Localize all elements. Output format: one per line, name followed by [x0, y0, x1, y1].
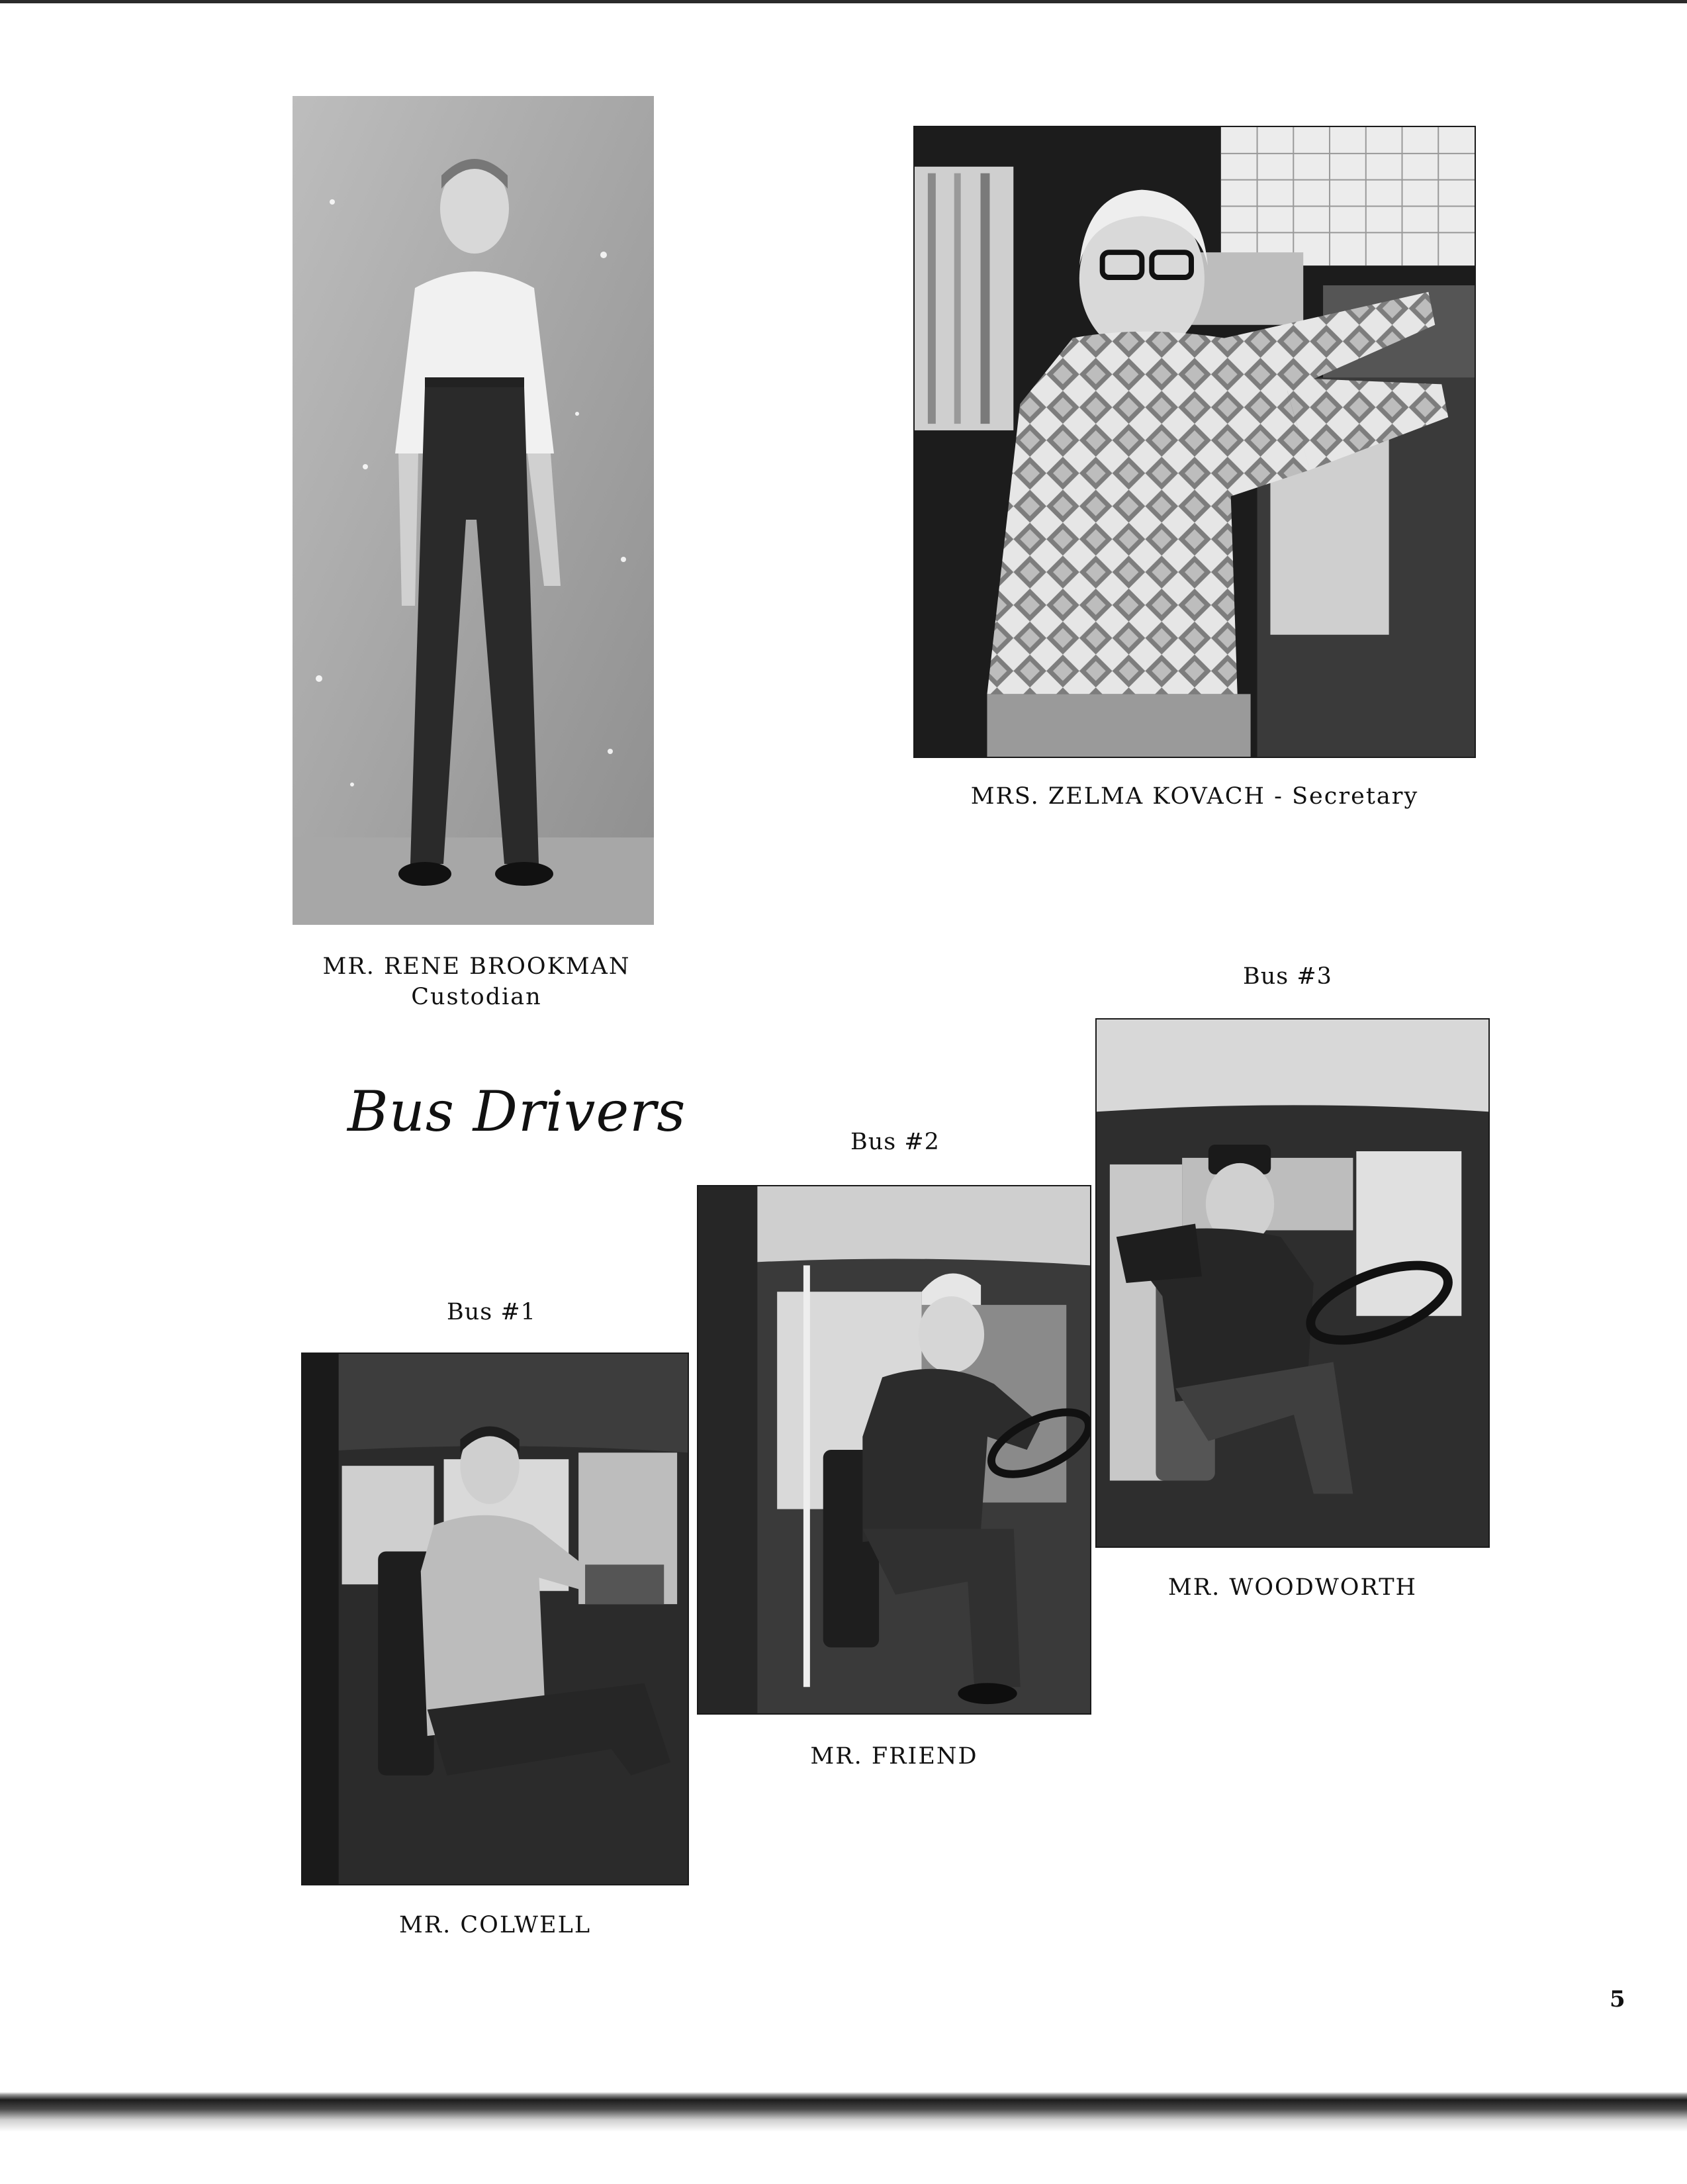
bus-1-label: Bus #1	[447, 1299, 536, 1325]
caption-rene-brookman	[304, 951, 649, 1012]
caption-friend: MR. FRIEND	[810, 1743, 978, 1770]
brookman-role: Custodian	[411, 984, 542, 1010]
photo-rene-brookman	[293, 96, 654, 925]
bus-3-label: Bus #3	[1243, 963, 1332, 990]
page-number: 5	[1610, 1986, 1625, 2013]
photo-bus-3-woodworth	[1095, 1018, 1490, 1548]
bus-2-label: Bus #2	[850, 1129, 940, 1155]
caption-woodworth: MR. WOODWORTH	[1167, 1574, 1418, 1601]
caption-zelma-kovach: MRS. ZELMA KOVACH - Secretary	[970, 783, 1419, 810]
photo-bus-2-friend	[697, 1185, 1091, 1715]
photo-bus-1-colwell	[301, 1353, 689, 1885]
caption-colwell: MR. COLWELL	[398, 1912, 592, 1938]
photo-zelma-kovach	[913, 126, 1476, 758]
page-bottom-edge	[0, 2085, 1687, 2184]
page-top-edge	[0, 0, 1687, 3]
bus-drivers-heading: Bus Drivers	[347, 1079, 686, 1144]
brookman-name: MR. RENE BROOKMAN	[322, 953, 631, 980]
